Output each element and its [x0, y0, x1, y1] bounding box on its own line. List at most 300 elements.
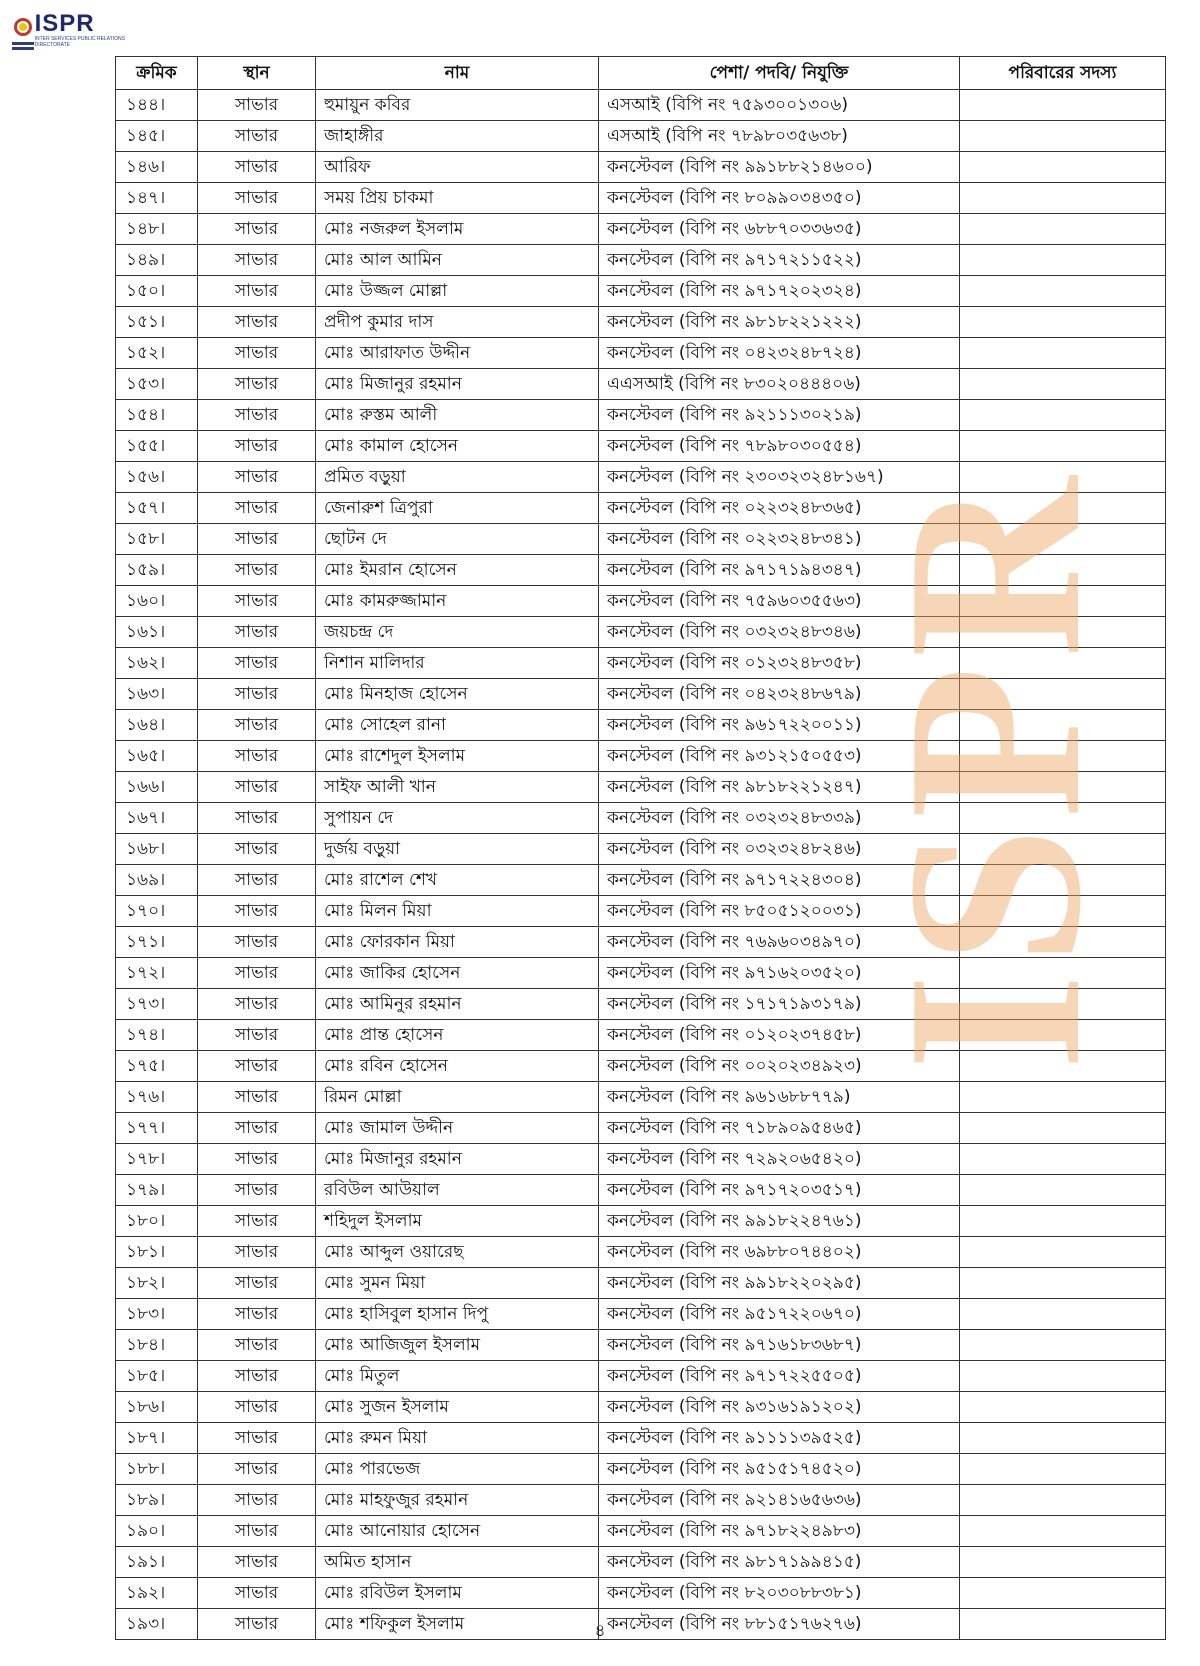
cell-family: [960, 1485, 1166, 1516]
cell-place: সাভার: [198, 1268, 316, 1299]
cell-place: সাভার: [198, 1051, 316, 1082]
personnel-table: [115, 56, 1166, 1640]
cell-rank: কনস্টেবল (বিপি নং ৯৬১৭২২০০১১): [599, 710, 960, 741]
cell-name: মোঃ সুমন মিয়া: [316, 1268, 599, 1299]
cell-rank: কনস্টেবল (বিপি নং ৭৫৯৬০৩৫৫৬৩): [599, 586, 960, 617]
cell-name: আরিফ: [316, 152, 599, 183]
table-header-row: [116, 57, 1166, 90]
cell-rank: কনস্টেবল (বিপি নং ৭২৯২০৬৫৪২০): [599, 1144, 960, 1175]
table-row: [116, 1175, 1166, 1206]
table-row: [116, 152, 1166, 183]
cell-serial: ১৮৬।: [116, 1392, 198, 1423]
table-row: [116, 400, 1166, 431]
cell-rank: কনস্টেবল (বিপি নং ০৪২৩২৪৮৬৭৯): [599, 679, 960, 710]
table-row: [116, 803, 1166, 834]
cell-name: দুর্জয় বড়ুয়া: [316, 834, 599, 865]
table-row: [116, 1392, 1166, 1423]
cell-name: মোঃ হাসিবুল হাসান দিপু: [316, 1299, 599, 1330]
table-row: [116, 1051, 1166, 1082]
cell-place: সাভার: [198, 214, 316, 245]
cell-rank: কনস্টেবল (বিপি নং ৬৯৮৮০৭৪৪০২): [599, 1237, 960, 1268]
cell-serial: ১৭৫।: [116, 1051, 198, 1082]
cell-name: মোঃ সুজন ইসলাম: [316, 1392, 599, 1423]
cell-family: [960, 1113, 1166, 1144]
cell-family: [960, 896, 1166, 927]
table-row: [116, 121, 1166, 152]
header-family: পরিবারের সদস্য: [960, 57, 1166, 90]
cell-place: সাভার: [198, 989, 316, 1020]
cell-serial: ১৫২।: [116, 338, 198, 369]
cell-family: [960, 1547, 1166, 1578]
cell-rank: কনস্টেবল (বিপি নং ৯৭১৭২১১৫২২): [599, 245, 960, 276]
document-page: [115, 56, 1165, 1640]
cell-rank: কনস্টেবল (বিপি নং ০১২০২৩৭৪৫৮): [599, 1020, 960, 1051]
cell-place: সাভার: [198, 1237, 316, 1268]
cell-rank: কনস্টেবল (বিপি নং ০০২০২৩৪৯২৩): [599, 1051, 960, 1082]
cell-name: মোঃ উজ্জল মোল্লা: [316, 276, 599, 307]
cell-place: সাভার: [198, 462, 316, 493]
cell-rank: কনস্টেবল (বিপি নং ০১২৩২৪৮৩৫৮): [599, 648, 960, 679]
cell-name: মোঃ কামরুজ্জামান: [316, 586, 599, 617]
cell-name: মোঃ রবিউল ইসলাম: [316, 1578, 599, 1609]
cell-serial: ১৮৩।: [116, 1299, 198, 1330]
cell-serial: ১৬৬।: [116, 772, 198, 803]
cell-family: [960, 834, 1166, 865]
cell-rank: কনস্টেবল (বিপি নং ২৩০৩২৩২৪৮১৬৭): [599, 462, 960, 493]
cell-place: সাভার: [198, 1299, 316, 1330]
cell-name: মোঃ আল আমিন: [316, 245, 599, 276]
cell-family: [960, 1454, 1166, 1485]
cell-place: সাভার: [198, 1206, 316, 1237]
cell-place: সাভার: [198, 1144, 316, 1175]
cell-serial: ১৪৪।: [116, 90, 198, 121]
logo-title: ISPR: [34, 10, 95, 37]
cell-family: [960, 1578, 1166, 1609]
cell-place: সাভার: [198, 338, 316, 369]
cell-name: সুপায়ন দে: [316, 803, 599, 834]
cell-name: রিমন মোল্লা: [316, 1082, 599, 1113]
cell-rank: কনস্টেবল (বিপি নং ৭৮৯৮০৩০৫৫৪): [599, 431, 960, 462]
cell-family: [960, 152, 1166, 183]
cell-name: মোঃ শফিকুল ইসলাম: [316, 1609, 599, 1640]
cell-place: সাভার: [198, 245, 316, 276]
cell-name: মোঃ আজিজুল ইসলাম: [316, 1330, 599, 1361]
cell-name: মোঃ রুমন মিয়া: [316, 1423, 599, 1454]
cell-place: সাভার: [198, 1609, 316, 1640]
header-serial: ক্রমিক: [116, 57, 198, 90]
table-row: [116, 1423, 1166, 1454]
cell-serial: ১৭৭।: [116, 1113, 198, 1144]
cell-serial: ১৫৩।: [116, 369, 198, 400]
header-name: নাম: [316, 57, 599, 90]
cell-place: সাভার: [198, 1082, 316, 1113]
cell-rank: কনস্টেবল (বিপি নং ৮০৯৯০৩৪৩৫০): [599, 183, 960, 214]
cell-place: সাভার: [198, 679, 316, 710]
cell-family: [960, 1051, 1166, 1082]
cell-family: [960, 245, 1166, 276]
table-row: [116, 989, 1166, 1020]
cell-place: সাভার: [198, 524, 316, 555]
cell-name: মোঃ ইমরান হোসেন: [316, 555, 599, 586]
cell-rank: কনস্টেবল (বিপি নং ৯৫১৭২২০৬৭০): [599, 1299, 960, 1330]
cell-family: [960, 741, 1166, 772]
cell-serial: ১৬৫।: [116, 741, 198, 772]
table-row: [116, 958, 1166, 989]
cell-place: সাভার: [198, 276, 316, 307]
table-row: [116, 338, 1166, 369]
cell-family: [960, 803, 1166, 834]
cell-name: মোঃ আব্দুল ওয়ারেছ: [316, 1237, 599, 1268]
cell-family: [960, 586, 1166, 617]
cell-serial: ১৬৯।: [116, 865, 198, 896]
cell-place: সাভার: [198, 586, 316, 617]
cell-rank: কনস্টেবল (বিপি নং ৯৩১২১৫০৫৫৩): [599, 741, 960, 772]
cell-rank: কনস্টেবল (বিপি নং ৯৬১৬৮৮৭৭৯): [599, 1082, 960, 1113]
table-row: [116, 524, 1166, 555]
cell-family: [960, 462, 1166, 493]
cell-place: সাভার: [198, 431, 316, 462]
cell-name: জেনারুশ ত্রিপুরা: [316, 493, 599, 524]
cell-rank: কনস্টেবল (বিপি নং ০৩২৩২৪৮৩৪৬): [599, 617, 960, 648]
cell-serial: ১৭৬।: [116, 1082, 198, 1113]
cell-family: [960, 710, 1166, 741]
cell-name: জয়চন্দ্র দে: [316, 617, 599, 648]
cell-name: সময় প্রিয় চাকমা: [316, 183, 599, 214]
cell-name: মোঃ জাকির হোসেন: [316, 958, 599, 989]
cell-family: [960, 865, 1166, 896]
page-number: ৪: [594, 1621, 606, 1641]
cell-name: মোঃ মিতুল: [316, 1361, 599, 1392]
cell-place: সাভার: [198, 1485, 316, 1516]
cell-name: মোঃ মিনহাজ হোসেন: [316, 679, 599, 710]
cell-serial: ১৯০।: [116, 1516, 198, 1547]
cell-rank: কনস্টেবল (বিপি নং ৯৩১৬১৯১২০২): [599, 1392, 960, 1423]
cell-place: সাভার: [198, 555, 316, 586]
cell-name: জাহাঙ্গীর: [316, 121, 599, 152]
table-row: [116, 1547, 1166, 1578]
cell-place: সাভার: [198, 1454, 316, 1485]
cell-family: [960, 1299, 1166, 1330]
table-row: [116, 834, 1166, 865]
cell-rank: কনস্টেবল (বিপি নং ৯৯১৮২২০২৯৫): [599, 1268, 960, 1299]
cell-serial: ১৭৮।: [116, 1144, 198, 1175]
cell-rank: এএসআই (বিপি নং ৮৩০২০৪৪৪০৬): [599, 369, 960, 400]
table-row: [116, 1516, 1166, 1547]
cell-name: মোঃ রাশেল শেখ: [316, 865, 599, 896]
table-row: [116, 927, 1166, 958]
cell-family: [960, 307, 1166, 338]
cell-family: [960, 648, 1166, 679]
cell-rank: কনস্টেবল (বিপি নং ৭১৮৯০৯৫৪৬৫): [599, 1113, 960, 1144]
cell-rank: কনস্টেবল (বিপি নং ৯৭১৭২০৩৫১৭): [599, 1175, 960, 1206]
cell-serial: ১৭১।: [116, 927, 198, 958]
table-row: [116, 1578, 1166, 1609]
cell-rank: কনস্টেবল (বিপি নং ১৭১৭১৯৩১৭৯): [599, 989, 960, 1020]
cell-name: মোঃ জামাল উদ্দীন: [316, 1113, 599, 1144]
cell-serial: ১৪৭।: [116, 183, 198, 214]
cell-rank: কনস্টেবল (বিপি নং ৯৭১৮২২৪৯৮৩): [599, 1516, 960, 1547]
cell-name: মোঃ পারভেজ: [316, 1454, 599, 1485]
cell-place: সাভার: [198, 400, 316, 431]
cell-name: প্রমিত বড়ুয়া: [316, 462, 599, 493]
cell-rank: এসআই (বিপি নং ৭৮৯৮০৩৫৬৩৮): [599, 121, 960, 152]
table-row: [116, 710, 1166, 741]
cell-place: সাভার: [198, 710, 316, 741]
cell-family: [960, 90, 1166, 121]
cell-name: মোঃ মিজানুর রহমান: [316, 369, 599, 400]
cell-rank: কনস্টেবল (বিপি নং ০২২৩২৪৮৩৬৫): [599, 493, 960, 524]
ispr-emblem-icon: [12, 12, 31, 52]
cell-name: মোঃ সোহেল রানা: [316, 710, 599, 741]
cell-serial: ১৯৩।: [116, 1609, 198, 1640]
cell-place: সাভার: [198, 90, 316, 121]
cell-name: ছোটন দে: [316, 524, 599, 555]
table-row: [116, 1485, 1166, 1516]
cell-place: সাভার: [198, 927, 316, 958]
cell-place: সাভার: [198, 1423, 316, 1454]
cell-serial: ১৪৮।: [116, 214, 198, 245]
cell-serial: ১৮৯।: [116, 1485, 198, 1516]
table-row: [116, 1299, 1166, 1330]
cell-family: [960, 1268, 1166, 1299]
cell-name: মোঃ ফোরকান মিয়া: [316, 927, 599, 958]
cell-family: [960, 1144, 1166, 1175]
table-row: [116, 679, 1166, 710]
table-row: [116, 617, 1166, 648]
cell-serial: ১৬৩।: [116, 679, 198, 710]
cell-place: সাভার: [198, 803, 316, 834]
cell-serial: ১৫৬।: [116, 462, 198, 493]
cell-rank: কনস্টেবল (বিপি নং ০৪২৩২৪৮৭২৪): [599, 338, 960, 369]
cell-serial: ১৪৫।: [116, 121, 198, 152]
logo-subtitle: INTER SERVICES PUBLIC RELATIONS DIRECTORATE: [34, 36, 125, 48]
cell-serial: ১৮৭।: [116, 1423, 198, 1454]
cell-rank: কনস্টেবল (বিপি নং ৯১১১১৩৯৫২৫): [599, 1423, 960, 1454]
cell-place: সাভার: [198, 121, 316, 152]
cell-name: অমিত হাসান: [316, 1547, 599, 1578]
cell-name: মোঃ প্রান্ত হোসেন: [316, 1020, 599, 1051]
cell-serial: ১৭০।: [116, 896, 198, 927]
cell-family: [960, 1082, 1166, 1113]
cell-place: সাভার: [198, 648, 316, 679]
cell-rank: কনস্টেবল (বিপি নং ৯৭১৭২০২৩২৪): [599, 276, 960, 307]
table-row: [116, 772, 1166, 803]
table-row: [116, 1020, 1166, 1051]
table-row: [116, 741, 1166, 772]
cell-name: মোঃ কামাল হোসেন: [316, 431, 599, 462]
cell-rank: কনস্টেবল (বিপি নং ৯৫১৫১৭৪৫২০): [599, 1454, 960, 1485]
cell-serial: ১৫৮।: [116, 524, 198, 555]
cell-name: মোঃ রাশেদুল ইসলাম: [316, 741, 599, 772]
cell-name: হুমায়ুন কবির: [316, 90, 599, 121]
cell-family: [960, 1020, 1166, 1051]
cell-name: সাইফ আলী খান: [316, 772, 599, 803]
cell-place: সাভার: [198, 617, 316, 648]
table-row: [116, 1330, 1166, 1361]
cell-place: সাভার: [198, 1547, 316, 1578]
cell-serial: ১৬১।: [116, 617, 198, 648]
cell-place: সাভার: [198, 834, 316, 865]
cell-family: [960, 989, 1166, 1020]
cell-rank: কনস্টেবল (বিপি নং ৯৭১৭২২৫৫০৫): [599, 1361, 960, 1392]
cell-rank: কনস্টেবল (বিপি নং ৯৯১৮৮২১৪৬০০): [599, 152, 960, 183]
cell-place: সাভার: [198, 1578, 316, 1609]
cell-rank: এসআই (বিপি নং ৭৫৯৩০০১৩০৬): [599, 90, 960, 121]
cell-place: সাভার: [198, 1361, 316, 1392]
cell-place: সাভার: [198, 1516, 316, 1547]
cell-family: [960, 772, 1166, 803]
cell-family: [960, 1423, 1166, 1454]
cell-serial: ১৮৮।: [116, 1454, 198, 1485]
cell-serial: ১৫০।: [116, 276, 198, 307]
cell-name: মোঃ মাহফুজুর রহমান: [316, 1485, 599, 1516]
table-row: [116, 896, 1166, 927]
cell-name: নিশান মালিদার: [316, 648, 599, 679]
table-row: [116, 865, 1166, 896]
cell-serial: ১৮৫।: [116, 1361, 198, 1392]
cell-serial: ১৫৯।: [116, 555, 198, 586]
cell-name: মোঃ আমিনুর রহমান: [316, 989, 599, 1020]
cell-serial: ১৫৫।: [116, 431, 198, 462]
cell-serial: ১৮১।: [116, 1237, 198, 1268]
table-row: [116, 431, 1166, 462]
table-row: [116, 245, 1166, 276]
cell-serial: ১৭২।: [116, 958, 198, 989]
cell-name: শহিদুল ইসলাম: [316, 1206, 599, 1237]
table-row: [116, 1361, 1166, 1392]
cell-rank: কনস্টেবল (বিপি নং ৯২১১১৩০২১৯): [599, 400, 960, 431]
cell-serial: ১৬২।: [116, 648, 198, 679]
cell-family: [960, 1392, 1166, 1423]
ispr-logo: [12, 12, 142, 58]
table-row: [116, 1144, 1166, 1175]
cell-family: [960, 927, 1166, 958]
cell-name: মোঃ রুস্তম আলী: [316, 400, 599, 431]
cell-place: সাভার: [198, 152, 316, 183]
cell-family: [960, 121, 1166, 152]
cell-family: [960, 1237, 1166, 1268]
cell-serial: ১৫১।: [116, 307, 198, 338]
cell-rank: কনস্টেবল (বিপি নং ৯২১৪১৬৫৬৩৬): [599, 1485, 960, 1516]
cell-family: [960, 1516, 1166, 1547]
cell-rank: কনস্টেবল (বিপি নং ৯৮১৮২২১২৪৭): [599, 772, 960, 803]
cell-family: [960, 1206, 1166, 1237]
table-row: [116, 493, 1166, 524]
cell-family: [960, 338, 1166, 369]
cell-serial: ১৯২।: [116, 1578, 198, 1609]
cell-rank: কনস্টেবল (বিপি নং ৭৬৯৬০৩৪৯৭০): [599, 927, 960, 958]
header-place: স্থান: [198, 57, 316, 90]
cell-name: প্রদীপ কুমার দাস: [316, 307, 599, 338]
cell-place: সাভার: [198, 493, 316, 524]
cell-serial: ১৪৯।: [116, 245, 198, 276]
table-row: [116, 555, 1166, 586]
cell-place: সাভার: [198, 1020, 316, 1051]
cell-serial: ১৮০।: [116, 1206, 198, 1237]
cell-family: [960, 276, 1166, 307]
table-row: [116, 276, 1166, 307]
cell-place: সাভার: [198, 1330, 316, 1361]
cell-serial: ১৪৬।: [116, 152, 198, 183]
cell-serial: ১৮৪।: [116, 1330, 198, 1361]
table-row: [116, 1454, 1166, 1485]
table-row: [116, 648, 1166, 679]
table-row: [116, 1113, 1166, 1144]
cell-rank: কনস্টেবল (বিপি নং ৮৫০৫১২০০৩১): [599, 896, 960, 927]
cell-name: মোঃ মিলন মিয়া: [316, 896, 599, 927]
cell-place: সাভার: [198, 772, 316, 803]
table-row: [116, 214, 1166, 245]
cell-family: [960, 431, 1166, 462]
cell-name: মোঃ নজরুল ইসলাম: [316, 214, 599, 245]
table-row: [116, 369, 1166, 400]
cell-serial: ১৫৪।: [116, 400, 198, 431]
cell-family: [960, 183, 1166, 214]
cell-place: সাভার: [198, 896, 316, 927]
cell-rank: কনস্টেবল (বিপি নং ৮৮১৫১৭৬২৭৬): [599, 1609, 960, 1640]
table-row: [116, 1082, 1166, 1113]
cell-serial: ১৭৯।: [116, 1175, 198, 1206]
cell-rank: কনস্টেবল (বিপি নং ০২২৩২৪৮৩৪১): [599, 524, 960, 555]
cell-place: সাভার: [198, 865, 316, 896]
cell-rank: কনস্টেবল (বিপি নং ৯৭১৬২০৩৫২০): [599, 958, 960, 989]
cell-rank: কনস্টেবল (বিপি নং ৯৯১৮২২৪৭৬১): [599, 1206, 960, 1237]
cell-rank: কনস্টেবল (বিপি নং ৬৮৮৭০৩৩৬৩৫): [599, 214, 960, 245]
table-row: [116, 183, 1166, 214]
table-row: [116, 1268, 1166, 1299]
cell-rank: কনস্টেবল (বিপি নং ৮২০৩০৮৮৩৮১): [599, 1578, 960, 1609]
cell-place: সাভার: [198, 183, 316, 214]
cell-serial: ১৬৭।: [116, 803, 198, 834]
cell-serial: ১৭৪।: [116, 1020, 198, 1051]
cell-serial: ১৯১।: [116, 1547, 198, 1578]
cell-name: রবিউল আউয়াল: [316, 1175, 599, 1206]
table-row: [116, 586, 1166, 617]
cell-place: সাভার: [198, 741, 316, 772]
cell-family: [960, 617, 1166, 648]
watermark-text: ISPR: [856, 469, 1133, 1071]
cell-family: [960, 369, 1166, 400]
cell-place: সাভার: [198, 369, 316, 400]
cell-family: [960, 1330, 1166, 1361]
cell-serial: ১৮২।: [116, 1268, 198, 1299]
table-row: [116, 462, 1166, 493]
cell-rank: কনস্টেবল (বিপি নং ৯৭১৭২২৪৩০৪): [599, 865, 960, 896]
header-rank: পেশা/ পদবি/ নিযুক্তি: [599, 57, 960, 90]
table-row: [116, 90, 1166, 121]
cell-place: সাভার: [198, 1392, 316, 1423]
cell-family: [960, 400, 1166, 431]
table-row: [116, 307, 1166, 338]
cell-family: [960, 493, 1166, 524]
table-row: [116, 1206, 1166, 1237]
cell-serial: ১৭৩।: [116, 989, 198, 1020]
cell-serial: ১৫৭।: [116, 493, 198, 524]
cell-name: মোঃ রবিন হোসেন: [316, 1051, 599, 1082]
cell-family: [960, 679, 1166, 710]
cell-family: [960, 1175, 1166, 1206]
cell-family: [960, 555, 1166, 586]
cell-family: [960, 958, 1166, 989]
cell-rank: কনস্টেবল (বিপি নং ৯৭১৭১৯৪৩৪৭): [599, 555, 960, 586]
cell-serial: ১৬৪।: [116, 710, 198, 741]
cell-rank: কনস্টেবল (বিপি নং ০৩২৩২৪৮৩৩৯): [599, 803, 960, 834]
cell-rank: কনস্টেবল (বিপি নং ৯৮১৭১৯৯৪১৫): [599, 1547, 960, 1578]
cell-name: মোঃ মিজানুর রহমান: [316, 1144, 599, 1175]
cell-place: সাভার: [198, 1175, 316, 1206]
cell-family: [960, 1361, 1166, 1392]
cell-place: সাভার: [198, 307, 316, 338]
